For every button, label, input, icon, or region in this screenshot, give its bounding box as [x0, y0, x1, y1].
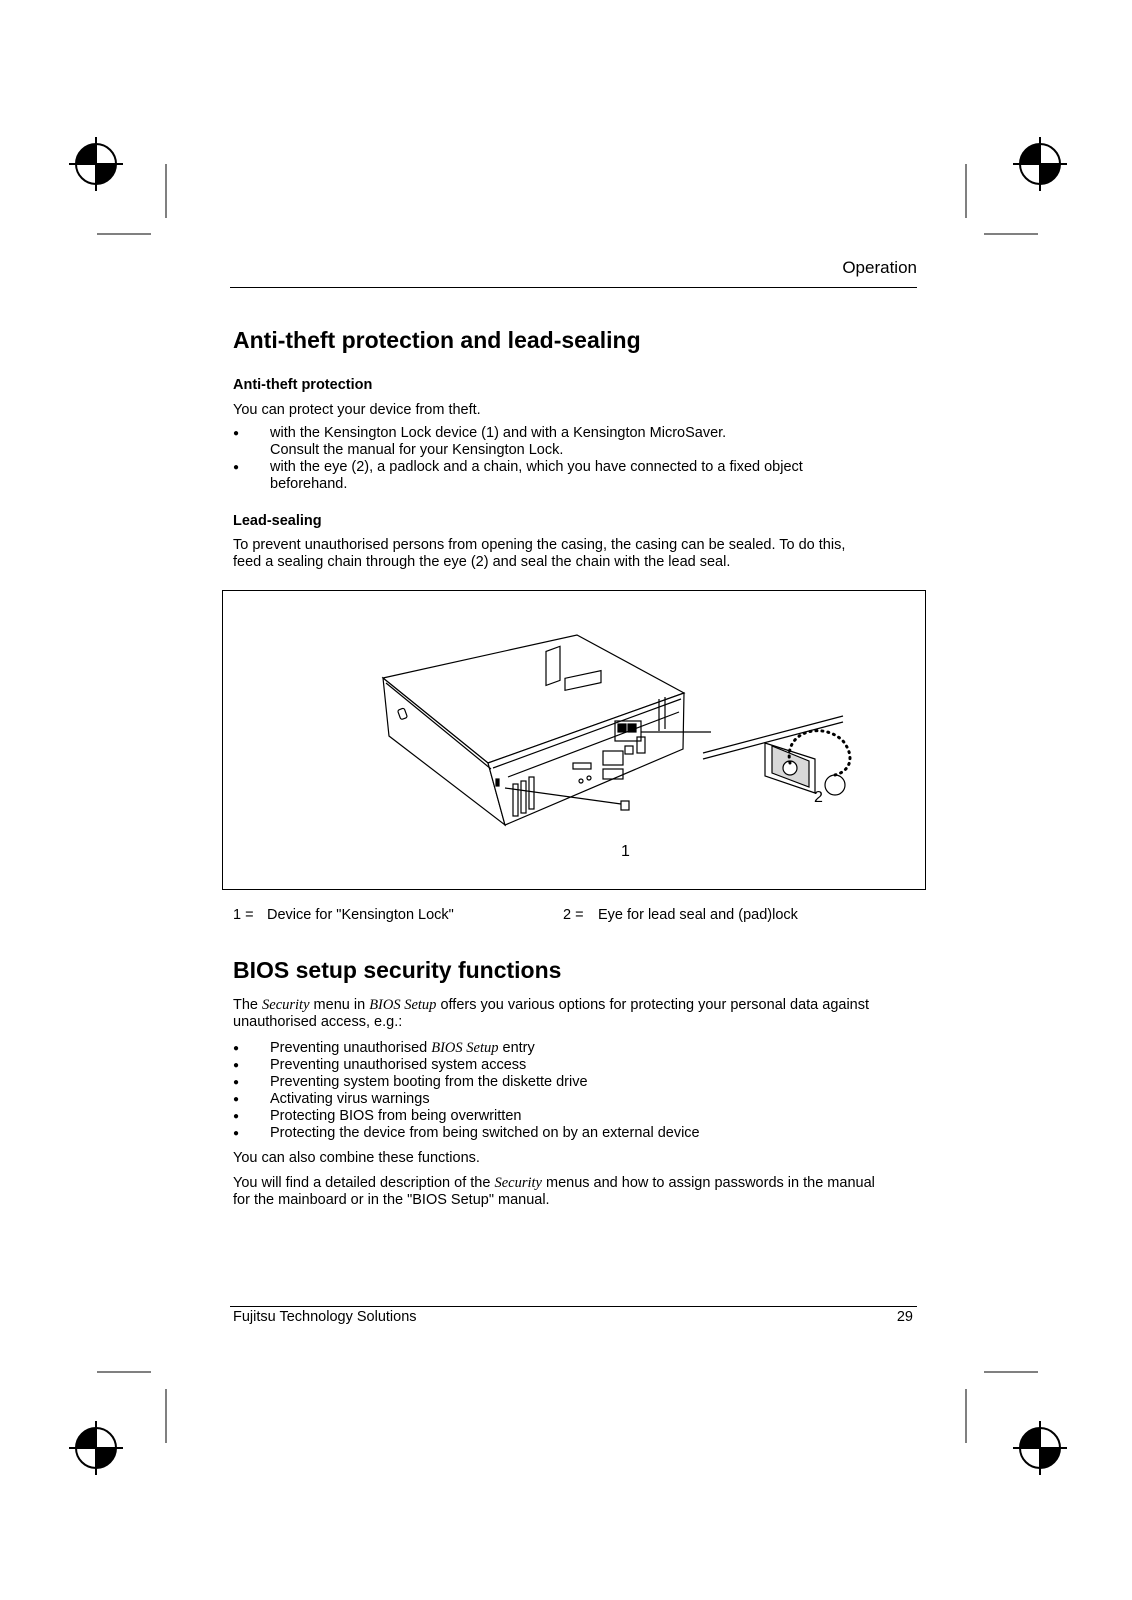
header-rule — [230, 287, 917, 288]
list-item — [233, 425, 913, 459]
footer-rule — [230, 1306, 917, 1307]
antitheft-intro: You can protect your device from theft. — [233, 402, 481, 418]
callout-2: 2 — [814, 789, 823, 806]
list-item: ● Preventing unauthorised system access — [233, 1057, 913, 1074]
bios-intro — [233, 997, 869, 1031]
text-span: Preventing unauthorised — [270, 1040, 432, 1056]
legend-number-2: 2 = — [563, 907, 584, 923]
italic-term: BIOS Setup — [431, 1040, 499, 1056]
combine-text: You can also combine these functions. — [233, 1150, 480, 1166]
text-span: for the mainboard or in the "BIOS Setup" manual. — [233, 1192, 550, 1208]
running-header: Operation — [842, 258, 917, 277]
figure-frame — [222, 590, 926, 890]
legend-text-2: Eye for lead seal and (pad)lock — [598, 907, 798, 923]
list-item: ● Activating virus warnings — [233, 1091, 913, 1108]
italic-term: BIOS Setup — [369, 997, 437, 1013]
text-span: menu in — [309, 997, 370, 1013]
subheading-leadsealing: Lead-sealing — [233, 513, 322, 529]
footer-company: Fujitsu Technology Solutions — [233, 1309, 417, 1325]
leadsealing-text — [233, 537, 845, 571]
text-line: feed a sealing chain through the eye (2) and seal the chain with the lead seal. — [233, 554, 731, 570]
bullet-line: with the Kensington Lock device (1) and with a Kensington MicroSaver. — [270, 425, 727, 441]
section-title-antitheft: Anti-theft protection and lead-sealing — [233, 327, 641, 353]
bios-bullet-list — [233, 1040, 913, 1142]
text-span: The — [233, 997, 263, 1013]
text-span: offers you various options for protecting your personal data against — [436, 997, 870, 1013]
subheading-antitheft: Anti-theft protection — [233, 377, 373, 393]
text-span: entry — [498, 1040, 535, 1056]
list-item: ● Protecting the device from being switched on by an external device — [233, 1125, 913, 1142]
text-span: You will find a detailed description of the — [233, 1175, 495, 1191]
italic-term: Security — [494, 1175, 542, 1191]
text-span: unauthorised access, e.g.: — [233, 1014, 403, 1030]
list-item — [233, 459, 913, 493]
callout-1: 1 — [621, 843, 630, 860]
list-item: ● Preventing system booting from the diskette drive — [233, 1074, 913, 1091]
antitheft-bullet-list — [233, 425, 913, 493]
text-span: menus and how to assign passwords in the manual — [541, 1175, 875, 1191]
bullet-line: beforehand. — [270, 476, 348, 492]
pc-illustration — [223, 591, 925, 889]
bullet-line: with the eye (2), a padlock and a chain, which you have connected to a fixed object — [270, 459, 803, 475]
text-line: To prevent unauthorised persons from opening the casing, the casing can be sealed. To do this, — [233, 537, 846, 553]
detail-text — [233, 1175, 875, 1209]
section-title-bios: BIOS setup security functions — [233, 957, 562, 983]
page-number: 29 — [896, 1309, 913, 1325]
italic-term: Security — [262, 997, 310, 1013]
legend-text-1: Device for "Kensington Lock" — [267, 907, 454, 923]
list-item — [233, 1040, 913, 1057]
bullet-line: Consult the manual for your Kensington Lock. — [270, 442, 564, 458]
legend-number-1: 1 = — [233, 907, 254, 923]
list-item: ● Protecting BIOS from being overwritten — [233, 1108, 913, 1125]
